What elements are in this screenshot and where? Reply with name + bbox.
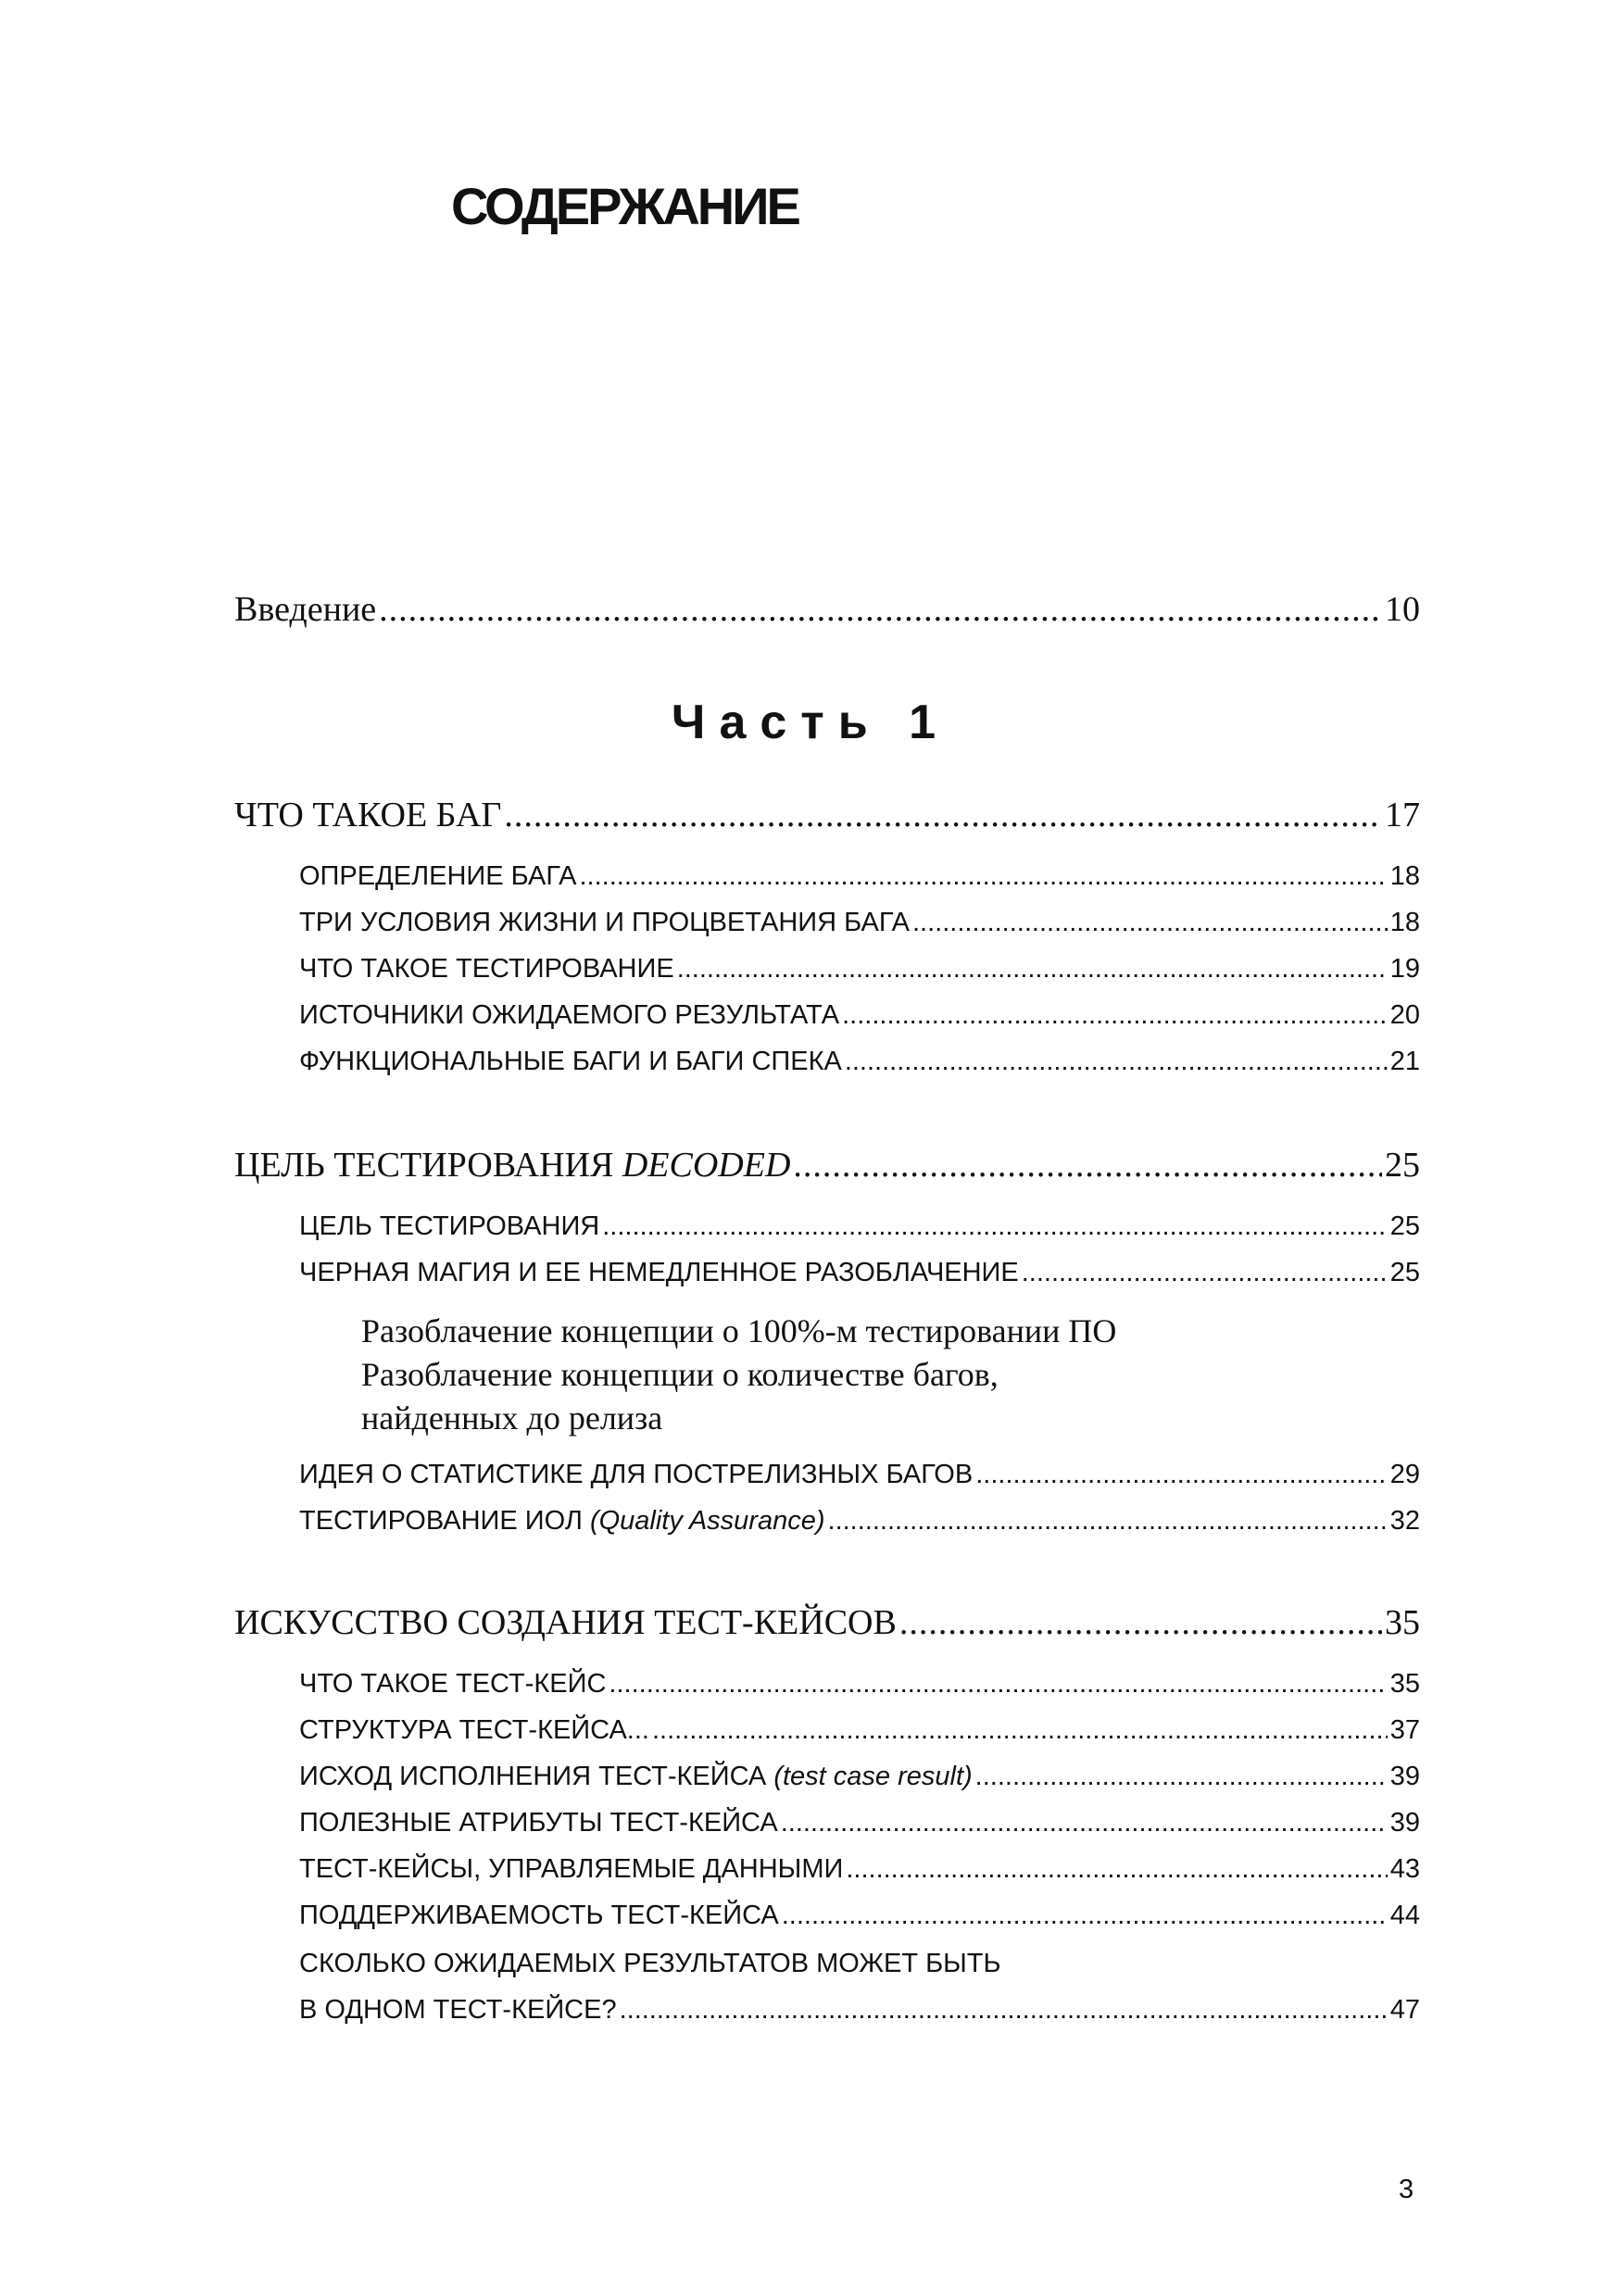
leader-dots <box>975 1762 1388 1792</box>
leader-dots <box>504 795 1382 835</box>
toc-item-label: ЦЕЛЬ ТЕСТИРОВАНИЯ <box>299 1211 600 1241</box>
toc-item-label: ПОДДЕРЖИВАЕМОСТЬ ТЕСТ-КЕЙСА <box>299 1901 779 1930</box>
part-heading: Часть 1 <box>671 696 950 749</box>
toc-section-label-italic: DECODED <box>622 1146 791 1185</box>
toc-item[interactable] <box>299 1715 1420 1746</box>
toc-item-label: ТЕСТ-КЕЙСЫ, УПРАВЛЯЕМЫЕ ДАННЫМИ <box>299 1854 844 1884</box>
toc-item[interactable] <box>299 1258 1420 1288</box>
toc-item[interactable] <box>299 1762 1420 1792</box>
toc-item-label: ЧТО ТАКОЕ ТЕСТ-КЕЙС <box>299 1669 607 1699</box>
toc-subitem[interactable]: Разоблачение концепции о количестве багов, <box>361 1356 999 1393</box>
toc-item[interactable] <box>299 1808 1420 1838</box>
toc-item[interactable] <box>299 1460 1420 1490</box>
toc-entry-label: Введение <box>234 590 377 629</box>
toc-section[interactable] <box>234 795 1420 835</box>
toc-item-page: 20 <box>1389 1000 1420 1030</box>
leader-dots <box>782 1901 1388 1931</box>
toc-item-page: 25 <box>1389 1258 1420 1287</box>
leader-dots <box>899 1602 1382 1643</box>
toc-item-label: ФУНКЦИОНАЛЬНЫЕ БАГИ И БАГИ СПЕКА <box>299 1047 842 1076</box>
toc-item[interactable] <box>299 1669 1420 1700</box>
toc-item-label: ЧТО ТАКОЕ ТЕСТИРОВАНИЕ <box>299 954 674 984</box>
leader-dots <box>845 1047 1388 1077</box>
toc-section-label: ИСКУССТВО СОЗДАНИЯ ТЕСТ-КЕЙСОВ <box>234 1603 897 1642</box>
toc-item-label: ИДЕЯ О СТАТИСТИКЕ ДЛЯ ПОСТРЕЛИЗНЫХ БАГОВ <box>299 1460 974 1489</box>
toc-item-label: ОПРЕДЕЛЕНИЕ БАГА <box>299 861 577 891</box>
leader-dots <box>677 954 1388 985</box>
toc-item-page: 43 <box>1389 1854 1420 1884</box>
page-number: 3 <box>1399 2175 1414 2204</box>
toc-item-page: 47 <box>1389 1995 1420 2025</box>
toc-item-page: 39 <box>1389 1762 1420 1791</box>
toc-item-label: СТРУКТУРА ТЕСТ-КЕЙСА... <box>299 1715 649 1745</box>
toc-item-page: 32 <box>1389 1506 1420 1536</box>
toc-item-label: ТЕСТИРОВАНИЕ ИОЛ (Quality Assurance) <box>299 1506 825 1536</box>
leader-dots <box>846 1854 1387 1885</box>
toc-item-page: 18 <box>1389 908 1420 937</box>
toc-section-label: ЦЕЛЬ ТЕСТИРОВАНИЯ DECODED <box>234 1146 791 1185</box>
toc-item[interactable] <box>299 1211 1420 1242</box>
page-title: СОДЕРЖАНИЕ <box>451 177 798 235</box>
toc-item-page: 21 <box>1389 1047 1420 1076</box>
toc-item-label-italic: (Quality Assurance) <box>589 1506 825 1536</box>
toc-item[interactable] <box>299 954 1420 985</box>
toc-entry-intro[interactable] <box>234 589 1420 630</box>
toc-item-page: 39 <box>1389 1808 1420 1838</box>
leader-dots <box>912 908 1388 938</box>
toc-item-label: ТРИ УСЛОВИЯ ЖИЗНИ И ПРОЦВЕТАНИЯ БАГА <box>299 908 910 937</box>
toc-item-page: 18 <box>1389 861 1420 891</box>
leader-dots <box>602 1211 1388 1242</box>
toc-item[interactable] <box>299 1000 1420 1031</box>
toc-item[interactable] <box>299 1854 1420 1885</box>
toc-entry-page: 10 <box>1385 590 1420 629</box>
toc-item-page: 29 <box>1389 1460 1420 1489</box>
toc-section-page: 35 <box>1385 1603 1420 1642</box>
toc-item-page: 19 <box>1389 954 1420 984</box>
toc-item-page: 25 <box>1389 1211 1420 1241</box>
toc-section[interactable] <box>234 1602 1420 1643</box>
leader-dots <box>620 1995 1388 2026</box>
toc-item-page: 37 <box>1389 1715 1420 1745</box>
toc-section-page: 17 <box>1385 796 1420 834</box>
toc-subitem[interactable]: Разоблачение концепции о 100%-м тестировании ПО <box>361 1312 1117 1349</box>
leader-dots <box>975 1460 1388 1490</box>
toc-item-label: В ОДНОМ ТЕСТ-КЕЙСЕ? <box>299 1995 617 2025</box>
toc-item[interactable] <box>299 908 1420 938</box>
toc-item[interactable] <box>299 1995 1420 2026</box>
toc-item-page: 44 <box>1389 1901 1420 1930</box>
toc-item[interactable] <box>299 861 1420 892</box>
toc-item-label-italic: (test case result) <box>773 1762 973 1791</box>
leader-dots <box>1022 1258 1388 1288</box>
leader-dots <box>379 589 1382 630</box>
toc-item-label: ИСТОЧНИКИ ОЖИДАЕМОГО РЕЗУЛЬТАТА <box>299 1000 840 1030</box>
toc-subitem[interactable]: найденных до релиза <box>361 1399 663 1437</box>
toc-item-label: ЧЕРНАЯ МАГИЯ И ЕЕ НЕМЕДЛЕННОЕ РАЗОБЛАЧЕНИЕ <box>299 1258 1019 1287</box>
leader-dots <box>609 1669 1387 1700</box>
leader-dots <box>828 1506 1388 1537</box>
leader-dots <box>781 1808 1388 1838</box>
toc-item[interactable] <box>299 1901 1420 1931</box>
leader-dots <box>652 1715 1388 1746</box>
toc-item-label: ПОЛЕЗНЫЕ АТРИБУТЫ ТЕСТ-КЕЙСА <box>299 1808 778 1838</box>
toc-item-page: 35 <box>1389 1669 1420 1699</box>
toc-item-label: ИСХОД ИСПОЛНЕНИЯ ТЕСТ-КЕЙСА (test case result) <box>299 1762 973 1791</box>
toc-section-label: ЧТО ТАКОЕ БАГ <box>234 796 502 834</box>
leader-dots <box>793 1145 1382 1186</box>
leader-dots <box>842 1000 1388 1031</box>
toc-item-label-line1[interactable]: СКОЛЬКО ОЖИДАЕМЫХ РЕЗУЛЬТАТОВ МОЖЕТ БЫТЬ <box>299 1949 1001 1978</box>
toc-section[interactable] <box>234 1145 1420 1186</box>
leader-dots <box>579 861 1387 892</box>
toc-item[interactable] <box>299 1506 1420 1537</box>
toc-item[interactable] <box>299 1047 1420 1077</box>
toc-section-page: 25 <box>1385 1146 1420 1185</box>
